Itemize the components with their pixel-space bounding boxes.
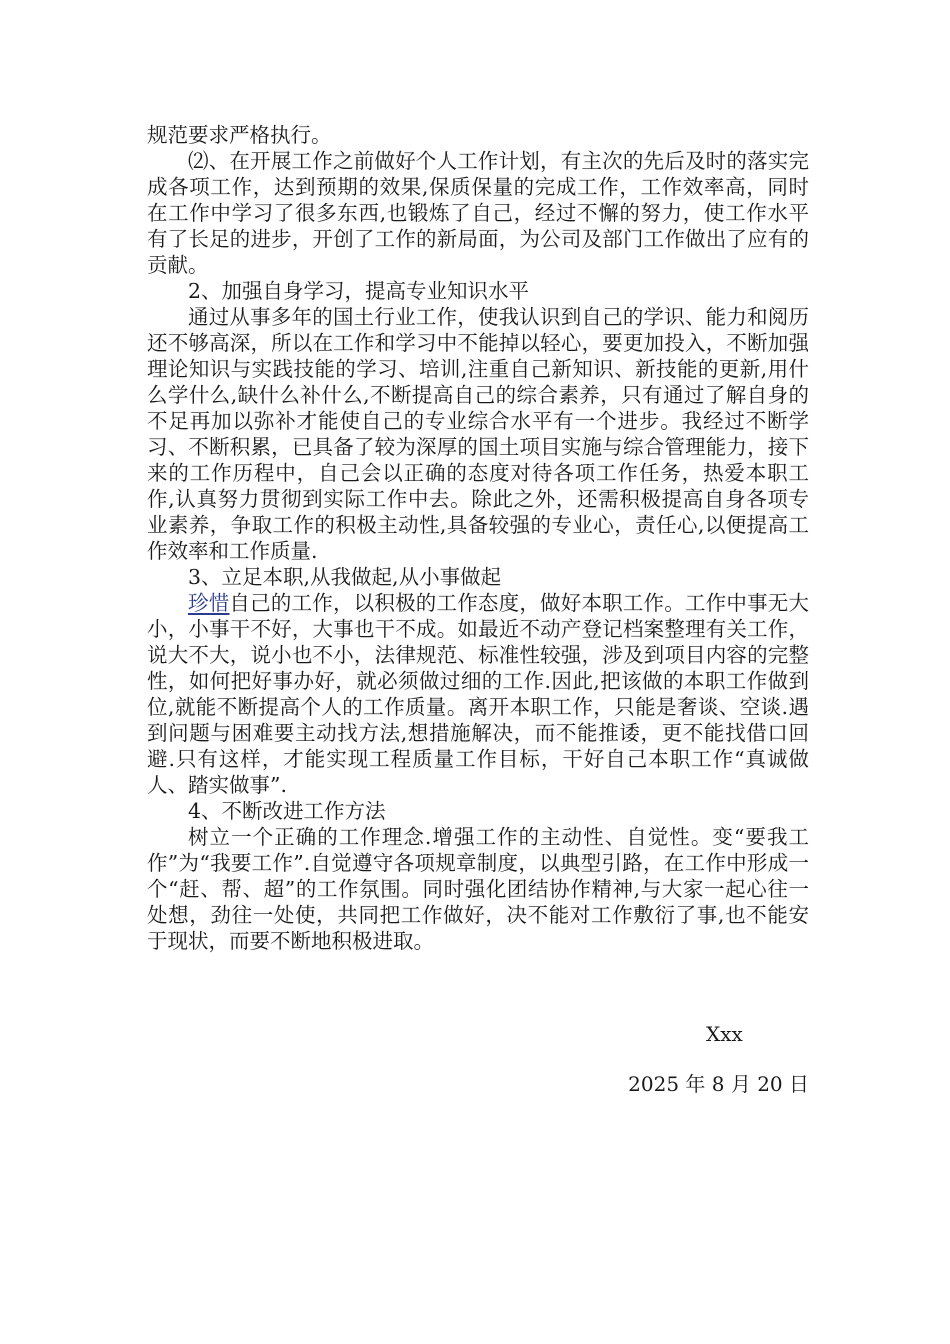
signature-date: 2025 年 8 月 20 日 <box>628 1072 809 1096</box>
section-heading-3: 3、立足本职,从我做起,从小事做起 <box>188 565 502 589</box>
paragraph-continuation: 规范要求严格执行。 <box>147 123 332 147</box>
cherish-link[interactable]: 珍惜 <box>188 591 230 615</box>
signature-name: Xxx <box>706 1022 743 1046</box>
paragraph-job-focus-text: 自己的工作，以积极的工作态度，做好本职工作。工作中事无大小，小事干不好，大事也干不成。如最近不动产登记档案整理有关工作，说大不大，说小也不小，法律规范、标准性较强，涉及到项目内容的完整性，如何把好事办好，就必须做过细的工作.因此,把该做的本职工作做到位,就能不断提高个人的工作质量。离开本职工作，只能是奢谈、空谈.遇到问题与困难要主动找方法,想措施解决，而不能推诿，更不能找借口回避.只有这样，才能实现工程质量工作目标，干好自己本职工作“真诚做人、踏实做事”. <box>147 591 810 797</box>
document-body <box>147 122 809 954</box>
section-heading-2: 2、加强自身学习，提高专业知识水平 <box>188 279 530 303</box>
paragraph-work-plan: ⑵、在开展工作之前做好个人工作计划，有主次的先后及时的落实完成各项工作，达到预期的效果,保质保量的完成工作，工作效率高，同时在工作中学习了很多东西,也锻炼了自己，经过不懈的努力，使工作水平有了长足的进步，开创了工作的新局面，为公司及部门工作做出了应有的贡献。 <box>147 149 809 277</box>
paragraph-work-method: 树立一个正确的工作理念.增强工作的主动性、自觉性。变“要我工作”为“我要工作”.自觉遵守各项规章制度，以典型引路，在工作中形成一个“赶、帮、超”的工作氛围。同时强化团结协作精神,与大家一起心往一处想，劲往一处使，共同把工作做好，决不能对工作敷衍了事,也不能安于现状，而要不断地积极进取。 <box>147 825 809 953</box>
paragraph-job-focus <box>147 590 809 798</box>
section-heading-4: 4、不断改进工作方法 <box>188 799 386 823</box>
paragraph-self-study: 通过从事多年的国土行业工作，使我认识到自己的学识、能力和阅历还不够高深，所以在工作和学习中不能掉以轻心，要更加投入，不断加强理论知识与实践技能的学习、培训,注重自己新知识、新技能的更新,用什么学什么,缺什么补什么,不断提高自己的综合素养，只有通过了解自身的不足再加以弥补才能使自己的专业综合水平有一个进步。我经过不断学习、不断积累，已具备了较为深厚的国土项目实施与综合管理能力，接下来的工作历程中，自己会以正确的态度对待各项工作任务，热爱本职工作,认真努力贯彻到实际工作中去。除此之外，还需积极提高自身各项专业素养，争取工作的积极主动性,具备较强的专业心，责任心,以便提高工作效率和工作质量. <box>147 305 809 563</box>
